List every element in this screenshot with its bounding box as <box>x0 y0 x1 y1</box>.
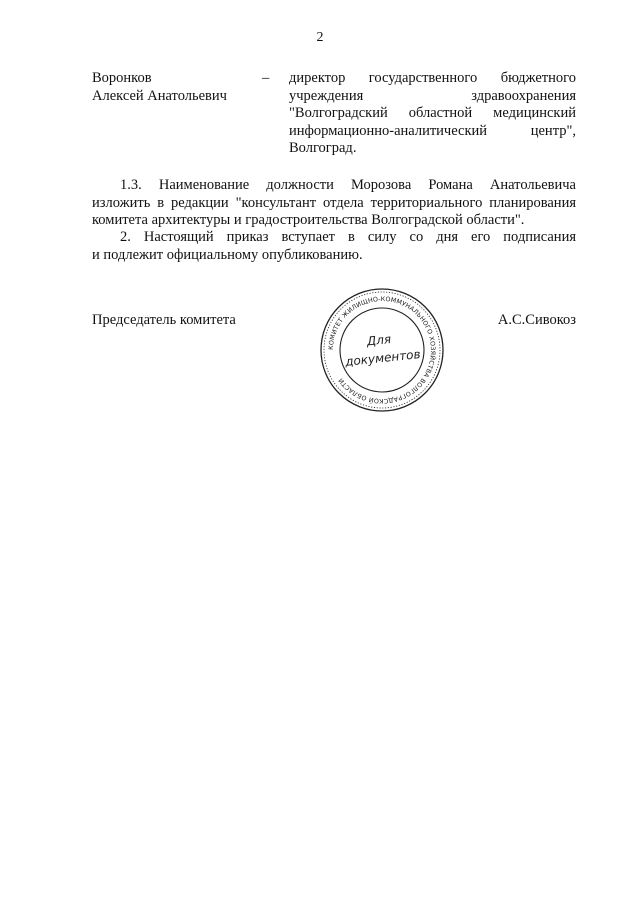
name-position-dash: – <box>262 70 270 86</box>
paragraph-1-3 <box>92 177 576 230</box>
seal-dotted-ring <box>324 292 440 408</box>
paragraph-line: и подлежит официальному опубликованию. <box>92 246 363 263</box>
seal-center-line-1: Для <box>366 332 392 349</box>
signatory-name: А.С.Сивокоз <box>497 312 576 328</box>
position-line: директор государственного бюджетного <box>289 70 576 86</box>
signatory-title: Председатель комитета <box>92 312 236 328</box>
appointee-surname: Воронков <box>92 70 152 86</box>
paragraph-line: изложить в редакции "консультант отдела территориального планирования <box>92 194 576 211</box>
appointee-name <box>92 70 272 105</box>
position-line: информационно-аналитический центр", <box>289 122 576 139</box>
position-line: "Волгоградский областной медицинский <box>289 105 576 121</box>
paragraph-2 <box>92 229 576 264</box>
paragraph-line: комитета архитектуры и градостроительства Волгоградской области". <box>92 212 525 228</box>
appointee-given-names: Алексей Анатольевич <box>92 87 227 104</box>
seal-center-line-2: документов <box>344 347 422 369</box>
paragraph-line: 2. Настоящий приказ вступает в силу со дня его подписания <box>120 229 576 245</box>
appointee-position <box>289 70 576 158</box>
paragraph-line: 1.3. Наименование должности Морозова Романа Анатольевича <box>120 177 576 193</box>
position-line: учреждения здравоохранения <box>289 87 576 104</box>
official-seal-stamp <box>318 286 446 414</box>
page-number: 2 <box>316 30 324 45</box>
seal-ring-text: КОМИТЕТ ЖИЛИЩНО-КОММУНАЛЬНОГО ХОЗЯЙСТВА ВОЛГОГРАДСКОЙ ОБЛАСТИ <box>327 295 437 405</box>
seal-outer-ring <box>321 289 443 411</box>
position-line: Волгоград. <box>289 140 357 156</box>
